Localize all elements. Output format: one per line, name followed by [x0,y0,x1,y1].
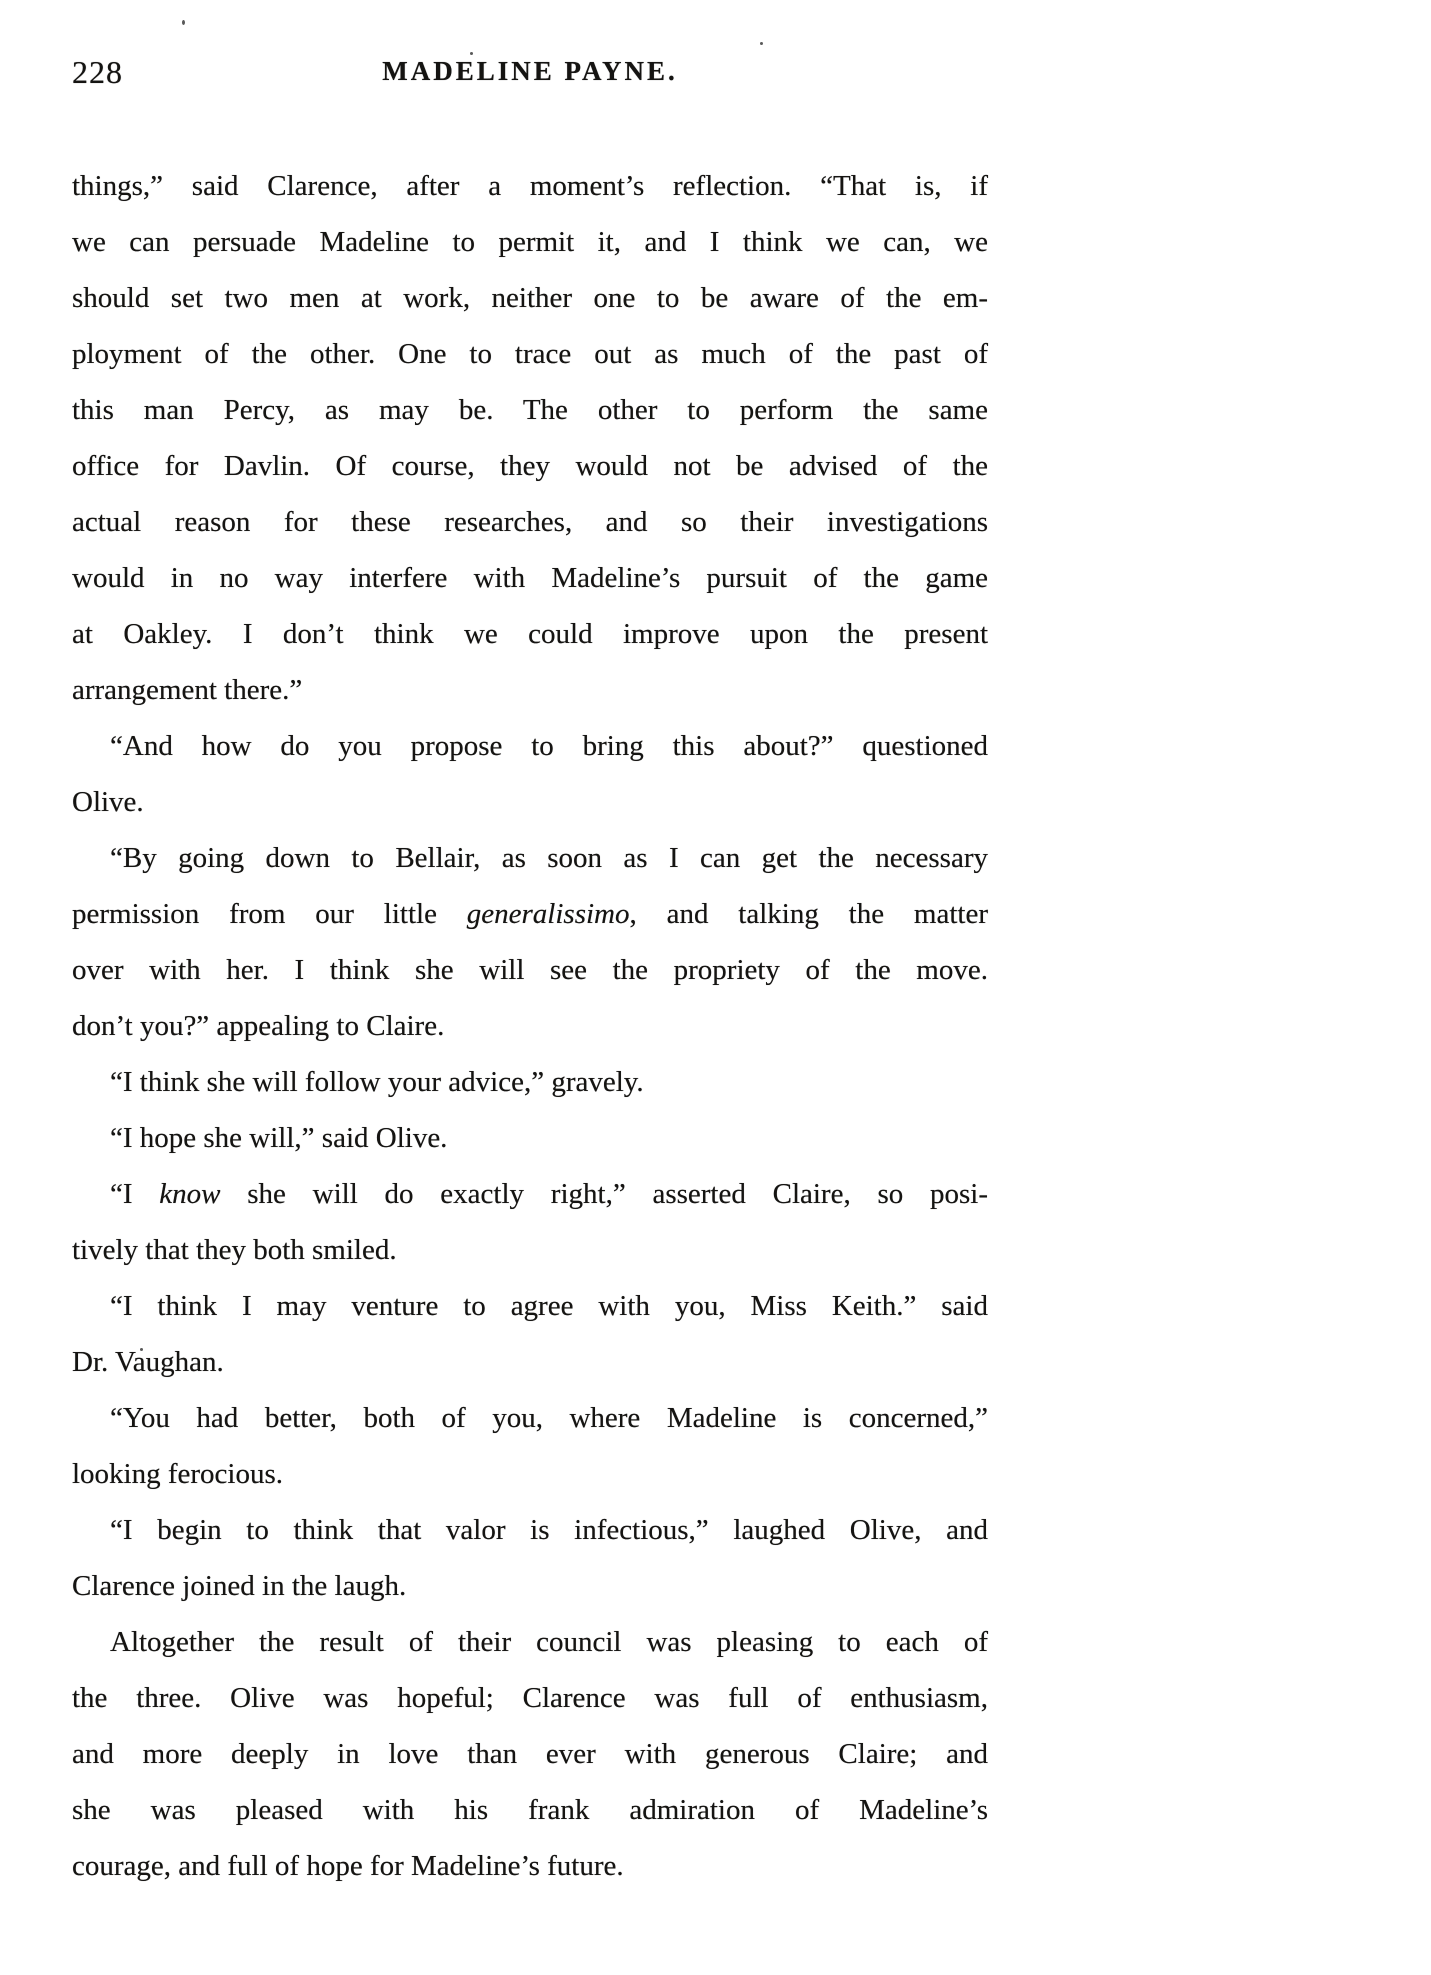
page-header [72,48,988,98]
paragraph [72,158,988,718]
text-line: “I begin to think that valor is infectious,” laughed Olive, and [110,1514,988,1546]
paragraph [72,830,988,1054]
paragraph [72,718,988,830]
page-number: 228 [72,54,123,90]
text-line: “By going down to Bellair, as soon as I can get the necessary [110,842,988,874]
text-line: things,” said Clarence, after a moment’s reflection. “That is, if [72,170,988,202]
text-line: actual reason for these researches, and so their investigations [72,506,988,538]
text-line: don’t you?” appealing to Claire. [72,1010,445,1042]
scan-speck [760,42,763,45]
text-line: Altogether the result of their council was pleasing to each of [110,1626,988,1658]
text-line: and more deeply in love than ever with generous Claire; and [72,1738,988,1770]
text-line: should set two men at work, neither one to be aware of the em- [72,282,988,314]
text-line: Olive. [72,786,144,818]
text-line: ployment of the other. One to trace out as much of the past of [72,338,988,370]
italic-text: generalissimo [466,898,630,930]
text-line: permission from our little generalissimo, and talking the matter [72,898,988,930]
paragraph [72,1614,988,1894]
text-line: “You had better, both of you, where Madeline is concerned,” [110,1402,988,1434]
paragraph [72,1278,988,1390]
text-line: Clarence joined in the laugh. [72,1570,407,1602]
text-line: looking ferocious. [72,1458,284,1490]
text-line: courage, and full of hope for Madeline’s future. [72,1850,624,1882]
text-line: Dr. Vaughan. [72,1346,224,1378]
text-line: arrangement there.” [72,674,303,706]
text-line: would in no way interfere with Madeline’s pursuit of the game [72,562,988,594]
text-line: at Oakley. I don’t think we could improve upon the present [72,618,988,650]
paragraph [72,1110,988,1166]
text-line: “I think I may venture to agree with you, Miss Keith.” said [110,1290,988,1322]
paragraph [72,1390,988,1502]
paragraph [72,1054,988,1110]
text-line: “I hope she will,” said Olive. [110,1122,448,1154]
text-line: “I know she will do exactly right,” asserted Claire, so posi- [110,1178,989,1210]
paragraph [72,1502,988,1614]
text-line: we can persuade Madeline to permit it, and I think we can, we [72,226,988,258]
running-title: MADELINE PAYNE. [382,56,678,86]
text-line: she was pleased with his frank admiration of Madeline’s [72,1794,988,1826]
text-line: office for Davlin. Of course, they would not be advised of the [72,450,988,482]
paragraph [72,1166,988,1278]
scan-speck [182,20,185,25]
text-line: tively that they both smiled. [72,1234,397,1266]
italic-text: know [159,1178,221,1210]
text-line: “I think she will follow your advice,” gravely. [110,1066,644,1098]
text-line: this man Percy, as may be. The other to perform the same [72,394,988,426]
text-line: the three. Olive was hopeful; Clarence was full of enthusiasm, [72,1682,988,1714]
text-line: “And how do you propose to bring this about?” questioned [110,730,988,762]
text-line: over with her. I think she will see the propriety of the move. [72,954,988,986]
text-block [72,158,988,1894]
